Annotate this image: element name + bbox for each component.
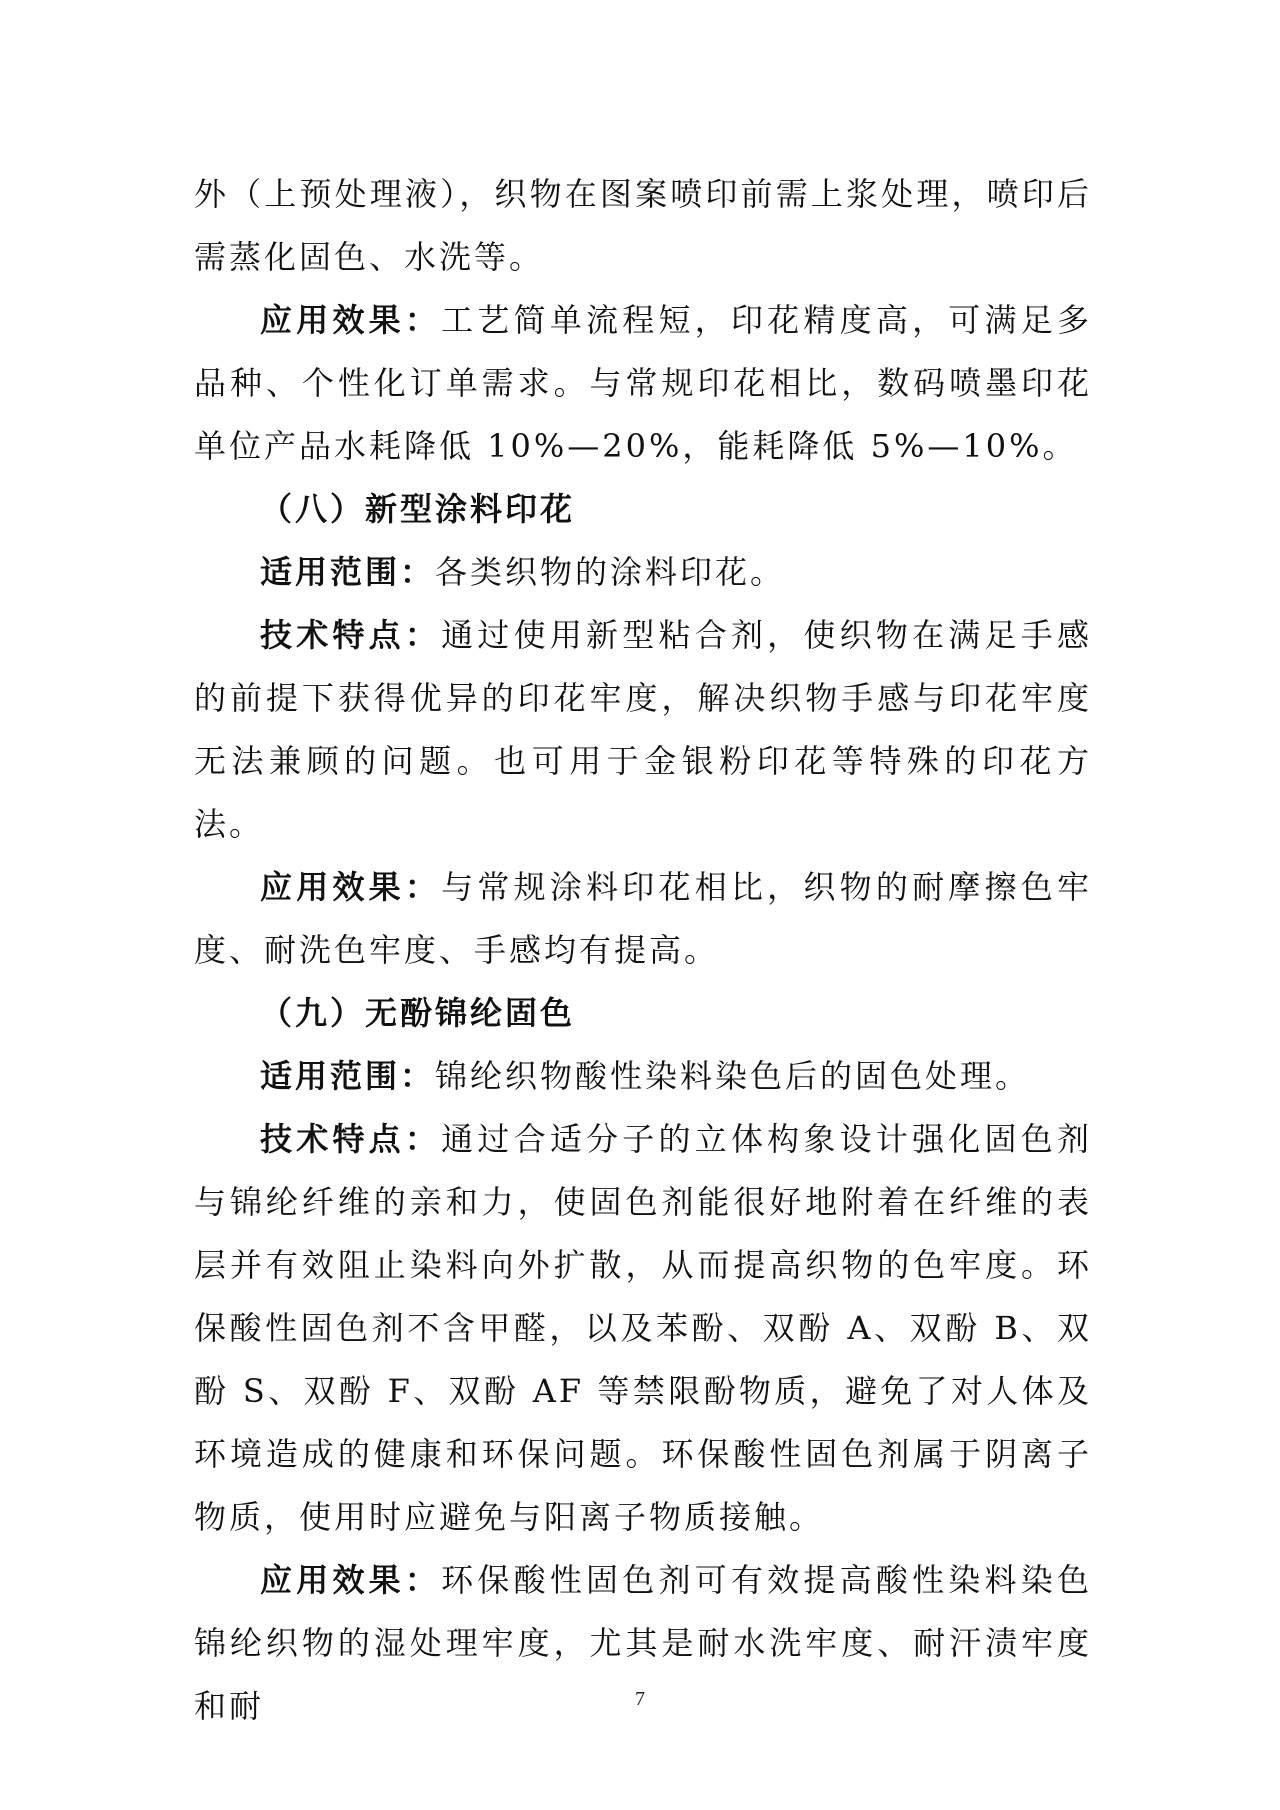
document-body [194,163,1092,1738]
paragraph-text: 与常规涂料印花相比，织物的耐摩擦色牢度、耐洗色牢度、手感均有提高。 [194,868,1092,969]
paragraph-text: 各类织物的涂料印花。 [435,553,786,591]
paragraph-label: 应用效果： [260,301,442,339]
page-number: 7 [635,1688,645,1710]
paragraph-label: 适用范围： [260,553,436,591]
section-heading-8: （八）新型涂料印花 [260,490,576,528]
paragraph-scope [194,1045,1092,1108]
paragraph-application-effect [194,289,1092,478]
paragraph-application-effect [194,856,1092,982]
paragraph-continuation [194,163,1092,289]
section-heading-9: （九）无酚锦纶固色 [260,994,576,1032]
paragraph-label: 应用效果： [260,868,442,906]
paragraph-label: 适用范围： [260,1057,436,1095]
paragraph-label: 技术特点： [260,1120,442,1158]
paragraph-scope [194,541,1092,604]
paragraph-features [194,1108,1092,1549]
paragraph-label: 技术特点： [260,616,442,654]
paragraph-text: 工艺简单流程短，印花精度高，可满足多品种、个性化订单需求。与常规印花相比，数码喷墨印花单位产品水耗降低 10%—20%，能耗降低 5%—10%。 [194,301,1092,465]
paragraph-features [194,604,1092,856]
paragraph-text: 通过使用新型粘合剂，使织物在满足手感的前提下获得优异的印花牢度，解决织物手感与印花牢度无法兼顾的问题。也可用于金银粉印花等特殊的印花方法。 [194,616,1092,843]
paragraph-text: 环保酸性固色剂可有效提高酸性染料染色锦纶织物的湿处理牢度，尤其是耐水洗牢度、耐汗渍牢度和耐 [194,1561,1092,1725]
paragraph-text: 锦纶织物酸性染料染色后的固色处理。 [435,1057,1031,1095]
paragraph-label: 应用效果： [260,1561,442,1599]
paragraph-text: 外（上预处理液），织物在图案喷印前需上浆处理，喷印后需蒸化固色、水洗等。 [194,175,1092,276]
paragraph-text: 通过合适分子的立体构象设计强化固色剂与锦纶纤维的亲和力，使固色剂能很好地附着在纤维的表层并有效阻止染料向外扩散，从而提高织物的色牢度。环保酸性固色剂不含甲醛，以及苯酚、双酚 A、双酚 B、双酚 S、双酚 F、双酚 AF 等禁限酚物质，避免了对人体及环境造成的健康和环保问题。环保酸性固色剂属于阴离子物质，使用时应避免与阳离子物质接触。 [194,1120,1092,1536]
